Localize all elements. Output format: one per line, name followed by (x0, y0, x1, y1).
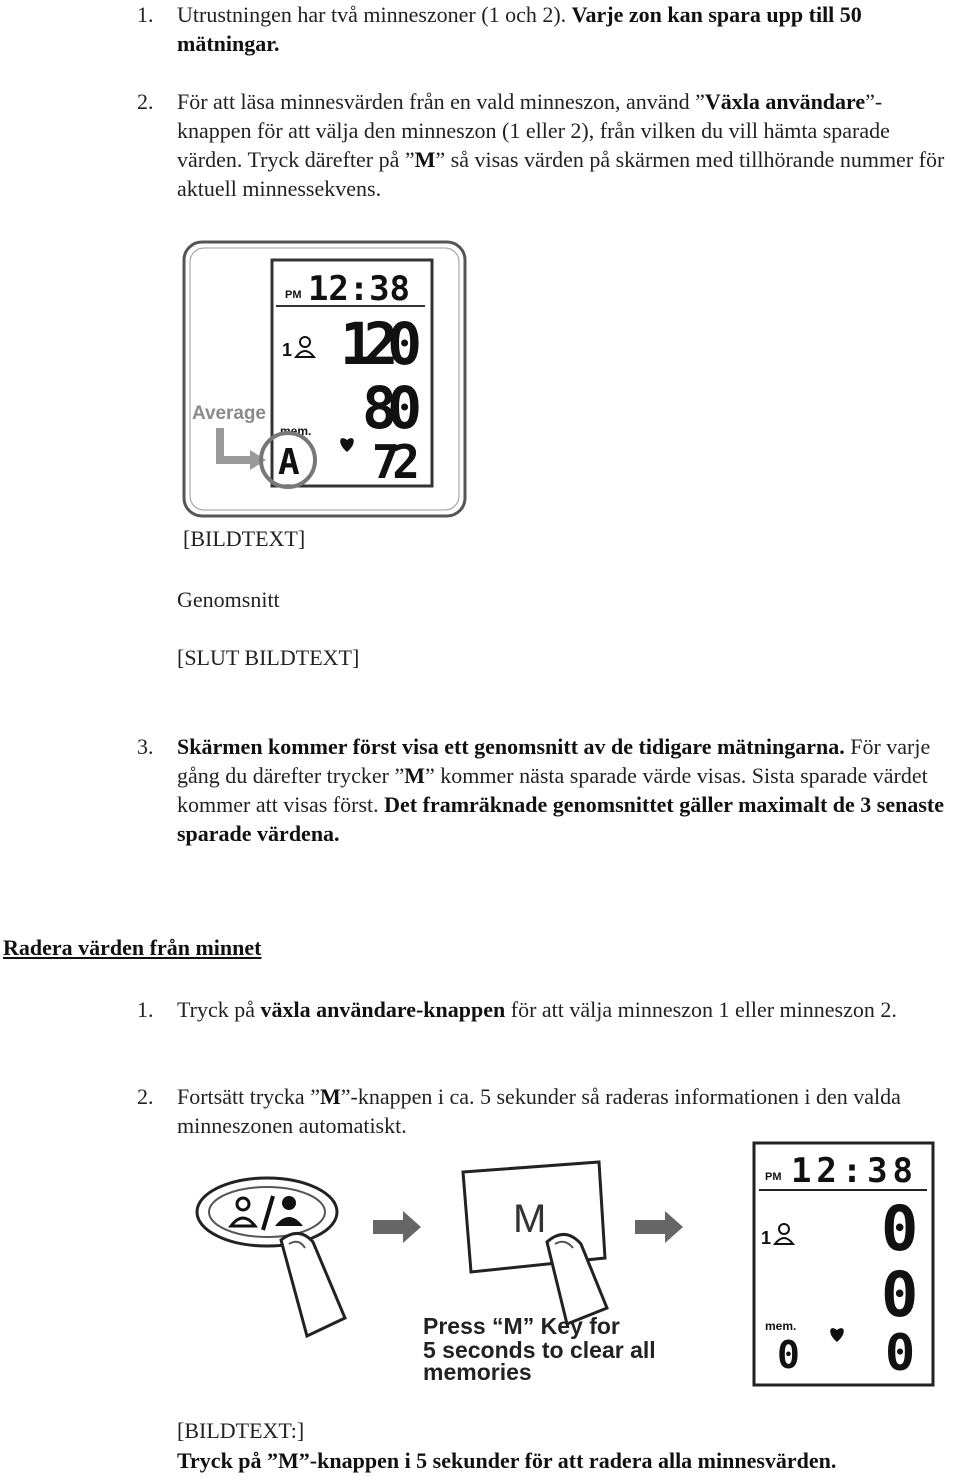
arrow-right-icon (635, 1211, 683, 1243)
item-text-plain: För varje gång du därefter trycker ” (177, 734, 931, 788)
item-number: 3. (137, 734, 154, 759)
caption-close: [SLUT BILDTEXT] (177, 645, 360, 670)
lcd-mem-value: A (278, 442, 300, 483)
lcd-time: 12:38 (308, 269, 410, 309)
item-number: 1. (137, 997, 154, 1022)
m-key-label: M (513, 1197, 547, 1241)
average-label: Average (192, 403, 266, 424)
item-text-plain: för att välja minneszon 1 eller minneszon 2. (505, 997, 897, 1022)
item-text-plain: ”-knappen för att välja den minneszon (1 eller 2), från vilken du vill hämta sparade värden. Tryck därefter på ” (177, 89, 890, 172)
arrow-right-icon (373, 1211, 421, 1243)
item-text-bold: M (414, 147, 436, 172)
lcd-pulse: 0 (885, 1324, 916, 1382)
lcd-systolic: 120 (340, 310, 422, 378)
item-text-bold: M (404, 763, 425, 788)
lcd-diastolic: 0 (881, 1258, 919, 1331)
item-text-plain: ” så visas värden på skärmen med tillhörande nummer för aktuell minnessekvens. (177, 147, 945, 201)
lcd-user-number: 1 (761, 1228, 772, 1248)
item-text-bold: växla användare-knappen (260, 997, 506, 1022)
item-text-bold: Skärmen kommer först visa ett genomsnitt av de tidigare mätningarna. (177, 734, 845, 759)
lcd-mem-label: mem. (765, 1319, 797, 1333)
item-text-bold: Det framräknade genomsnittet gäller maximalt de 3 senaste sparade värdena. (177, 792, 945, 846)
item-text (177, 1082, 954, 1140)
item-text-plain: Utrustningen har två minneszoner (1 och 2). (177, 2, 572, 27)
item-text-bold: M (319, 1084, 341, 1109)
lcd-mem-value: 0 (777, 1333, 800, 1377)
finger-icon (281, 1233, 345, 1336)
lcd-diastolic: 80 (362, 374, 422, 442)
press-instruction-line2: 5 seconds to clear all (423, 1337, 656, 1363)
lcd-time: 12:38 (791, 1151, 913, 1191)
press-instruction-line3: memories (423, 1359, 532, 1385)
user-switch-button (197, 1178, 337, 1246)
caption2-text: Tryck på ”M”-knappen i 5 sekunder för att radera alla minnesvärden. (177, 1448, 837, 1473)
press-instruction-line1: Press “M” Key for (423, 1313, 620, 1339)
cleared-lcd (754, 1143, 933, 1385)
clear-memory-figure (195, 1140, 955, 1390)
item-number: 1. (137, 2, 154, 27)
item-text-plain: För att läsa minnesvärden från en vald minneszon, använd ” (177, 89, 705, 114)
item-text-plain: Tryck på (177, 997, 261, 1022)
lcd-systolic: 0 (881, 1192, 919, 1265)
item-number: 2. (137, 1084, 154, 1109)
section-heading: Radera värden från minnet (3, 935, 262, 960)
caption-text: Genomsnitt (177, 587, 280, 612)
lcd-pulse: 72 (372, 435, 420, 489)
lcd-mem-label: mem. (280, 424, 312, 438)
item-text (177, 732, 954, 848)
lcd-pm-label: PM (765, 1171, 782, 1183)
item-text-plain: ”-knappen i ca. 5 sekunder så raderas informationen i den valda minneszonen automatiskt. (177, 1084, 901, 1138)
item-text-bold: Varje zon kan spara upp till 50 mätningar. (177, 2, 862, 56)
lcd-pm-label: PM (285, 289, 302, 301)
item-text (177, 87, 954, 203)
caption-open: [BILDTEXT] (183, 526, 306, 551)
lcd-user-number: 1 (282, 340, 293, 360)
item-text-plain: ” kommer nästa sparade värde visas. Sista sparade värdet kommer att visas först. (177, 763, 928, 817)
item-text-bold: Växla användare (704, 89, 866, 114)
item-number: 2. (137, 89, 154, 114)
caption2-open: [BILDTEXT:] (177, 1418, 305, 1443)
item-text-plain: Fortsätt trycka ” (177, 1084, 320, 1109)
item-text (177, 0, 954, 58)
item-text (177, 995, 954, 1024)
monitor-display-figure (180, 238, 470, 520)
